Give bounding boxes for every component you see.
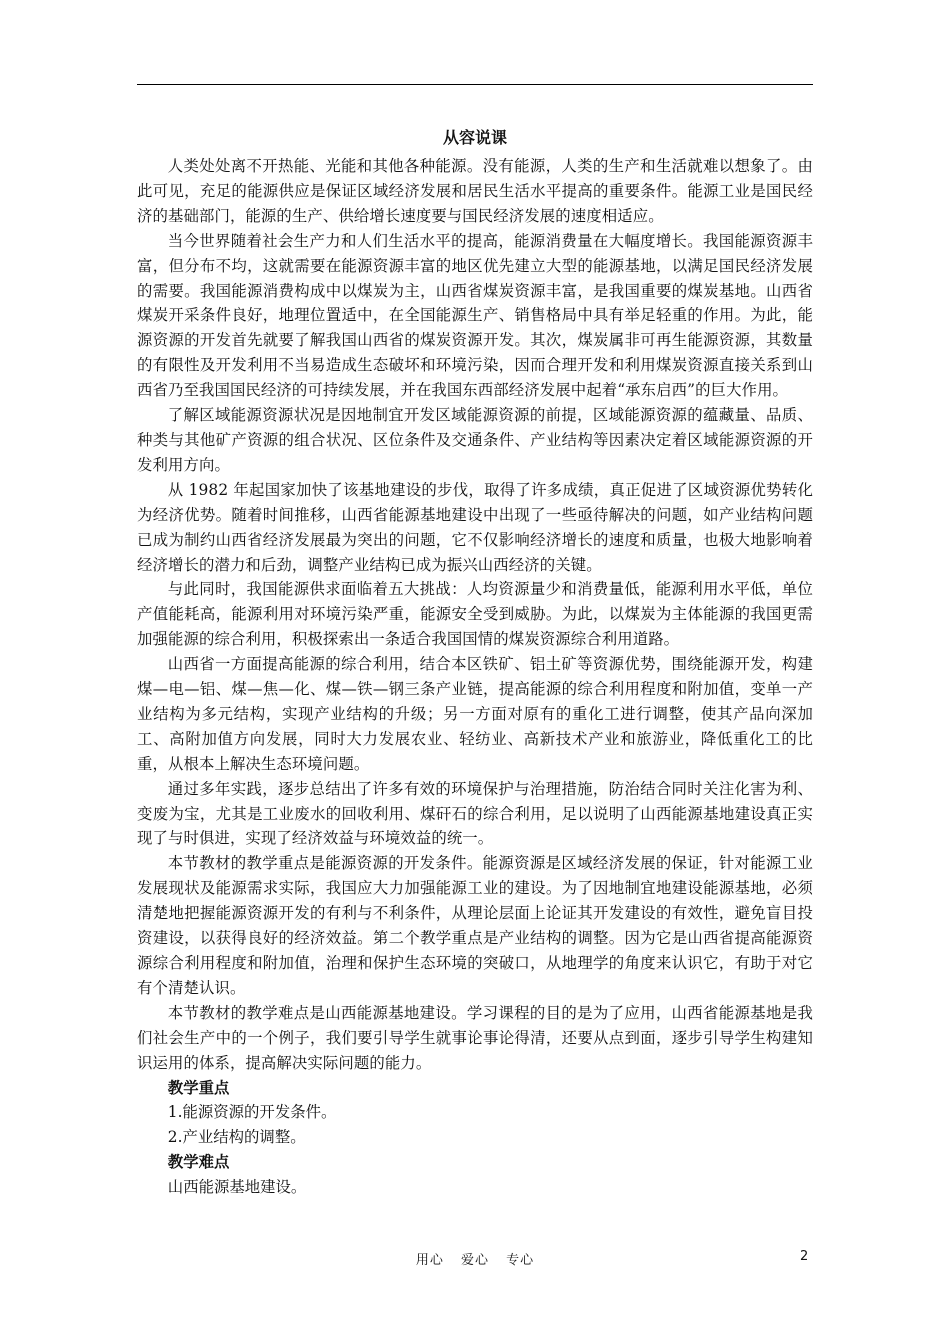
difficulty-heading: 教学难点: [167, 1153, 230, 1172]
document-title: 从容说课: [442, 128, 507, 147]
paragraph-9: 本节教材的教学难点是山西能源基地建设。学习课程的目的是为了应用，山西省能源基地是我们社会生产中的一个例子，我们要引导学生就事论事论得清，还要从点到面，逐步引导学生构建知识运用的体系，提高解决实际问题的能力。: [137, 1003, 813, 1072]
paragraph-7: 通过多年实践，逐步总结出了许多有效的环境保护与治理措施，防治结合同时关注化害为利、变废为宝，尤其是工业废水的回收利用、煤矸石的综合利用，足以说明了山西能源基地建设真正实现了与时俱进，实现了经济效益与环境效益的统一。: [137, 779, 813, 848]
page-number: 2: [800, 1249, 809, 1264]
difficulty-text: 山西能源基地建设。: [167, 1178, 307, 1197]
paragraph-2: 当今世界随着社会生产力和人们生活水平的提高，能源消费量在大幅度增长。我国能源资源丰富，但分布不均，这就需要在能源资源丰富的地区优先建立大型的能源基地，以满足国民经济发展的需要。我国能源消费构成中以煤炭为主，山西省煤炭资源丰富，是我国重要的煤炭基地。山西省煤炭开采条件良好，地理位置适中，在全国能源生产、销售格局中具有举足轻重的作用。为此，能源资源的开发首先就要了解我国山西省的煤炭资源开发。其次，煤炭属非可再生能源资源，其数量的有限性及开发利用不当易造成生态破坏和环境污染，因而合理开发和利用煤炭资源直接关系到山西省乃至我国国民经济的可持续发展，并在我国东西部经济发展中起着“承东启西”的巨大作用。: [137, 231, 813, 400]
header-rule: [137, 84, 813, 85]
document-body: [137, 126, 813, 1200]
key-point-item: 1.能源资源的开发条件。: [167, 1103, 337, 1122]
footer-motto-word: 爱心: [460, 1253, 489, 1268]
paragraph-3: 了解区域能源资源状况是因地制宜开发区域能源资源的前提，区域能源资源的蕴藏量、品质、种类与其他矿产资源的组合状况、区位条件及交通条件、产业结构等因素决定着区域能源资源的开发利用方向。: [137, 406, 813, 474]
footer-motto-word: 用心: [415, 1253, 444, 1268]
key-point-item: 2.产业结构的调整。: [167, 1128, 306, 1147]
paragraph-5: 与此同时，我国能源供求面临着五大挑战：人均资源量少和消费量低，能源利用水平低，单位产值能耗高，能源利用对环境污染严重，能源安全受到威胁。为此，以煤炭为主体能源的我国更需加强能源的综合利用，积极探索出一条适合我国国情的煤炭资源综合利用道路。: [137, 580, 813, 649]
footer-motto-word: 专心: [506, 1253, 535, 1268]
paragraph-1: 人类处处离不开热能、光能和其他各种能源。没有能源，人类的生产和生活就难以想象了。由此可见，充足的能源供应是保证区域经济发展和居民生活水平提高的重要条件。能源工业是国民经济的基础部门，能源的生产、供给增长速度要与国民经济发展的速度相适应。: [137, 157, 813, 225]
paragraph-8: 本节教材的教学重点是能源资源的开发条件。能源资源是区域经济发展的保证，针对能源工业发展现状及能源需求实际，我国应大力加强能源工业的建设。为了因地制宜地建设能源基地，必须清楚地把握能源资源开发的有利与不利条件，从理论层面上论证其开发建设的有效性，避免盲目投资建设，以获得良好的经济效益。第二个教学重点是产业结构的调整。因为它是山西省提高能源资源综合利用程度和附加值，治理和保护生态环境的突破口，从地理学的角度来认识它，有助于对它有个清楚认识。: [137, 854, 813, 997]
paragraph-4: 从 1982 年起国家加快了该基地建设的步伐，取得了许多成绩，真正促进了区域资源优势转化为经济优势。随着时间推移，山西省能源基地建设中出现了一些亟待解决的问题，如产业结构问题已成为制约山西省经济发展最为突出的问题，它不仅影响经济增长的速度和质量，也极大地影响着经济增长的潜力和后劲，调整产业结构已成为振兴山西经济的关键。: [137, 480, 813, 574]
paragraph-6: 山西省一方面提高能源的综合利用，结合本区铁矿、铝土矿等资源优势，围绕能源开发，构建煤—电—铝、煤—焦—化、煤—铁—钢三条产业链，提高能源的综合利用程度和附加值，变单一产业结构为多元结构，实现产业结构的升级；另一方面对原有的重化工进行调整，使其产品向深加工、高附加值方向发展，同时大力发展农业、轻纺业、高新技术产业和旅游业，降低重化工的比重，从根本上解决生态环境问题。: [137, 655, 813, 773]
key-points-heading: 教学重点: [167, 1078, 230, 1097]
